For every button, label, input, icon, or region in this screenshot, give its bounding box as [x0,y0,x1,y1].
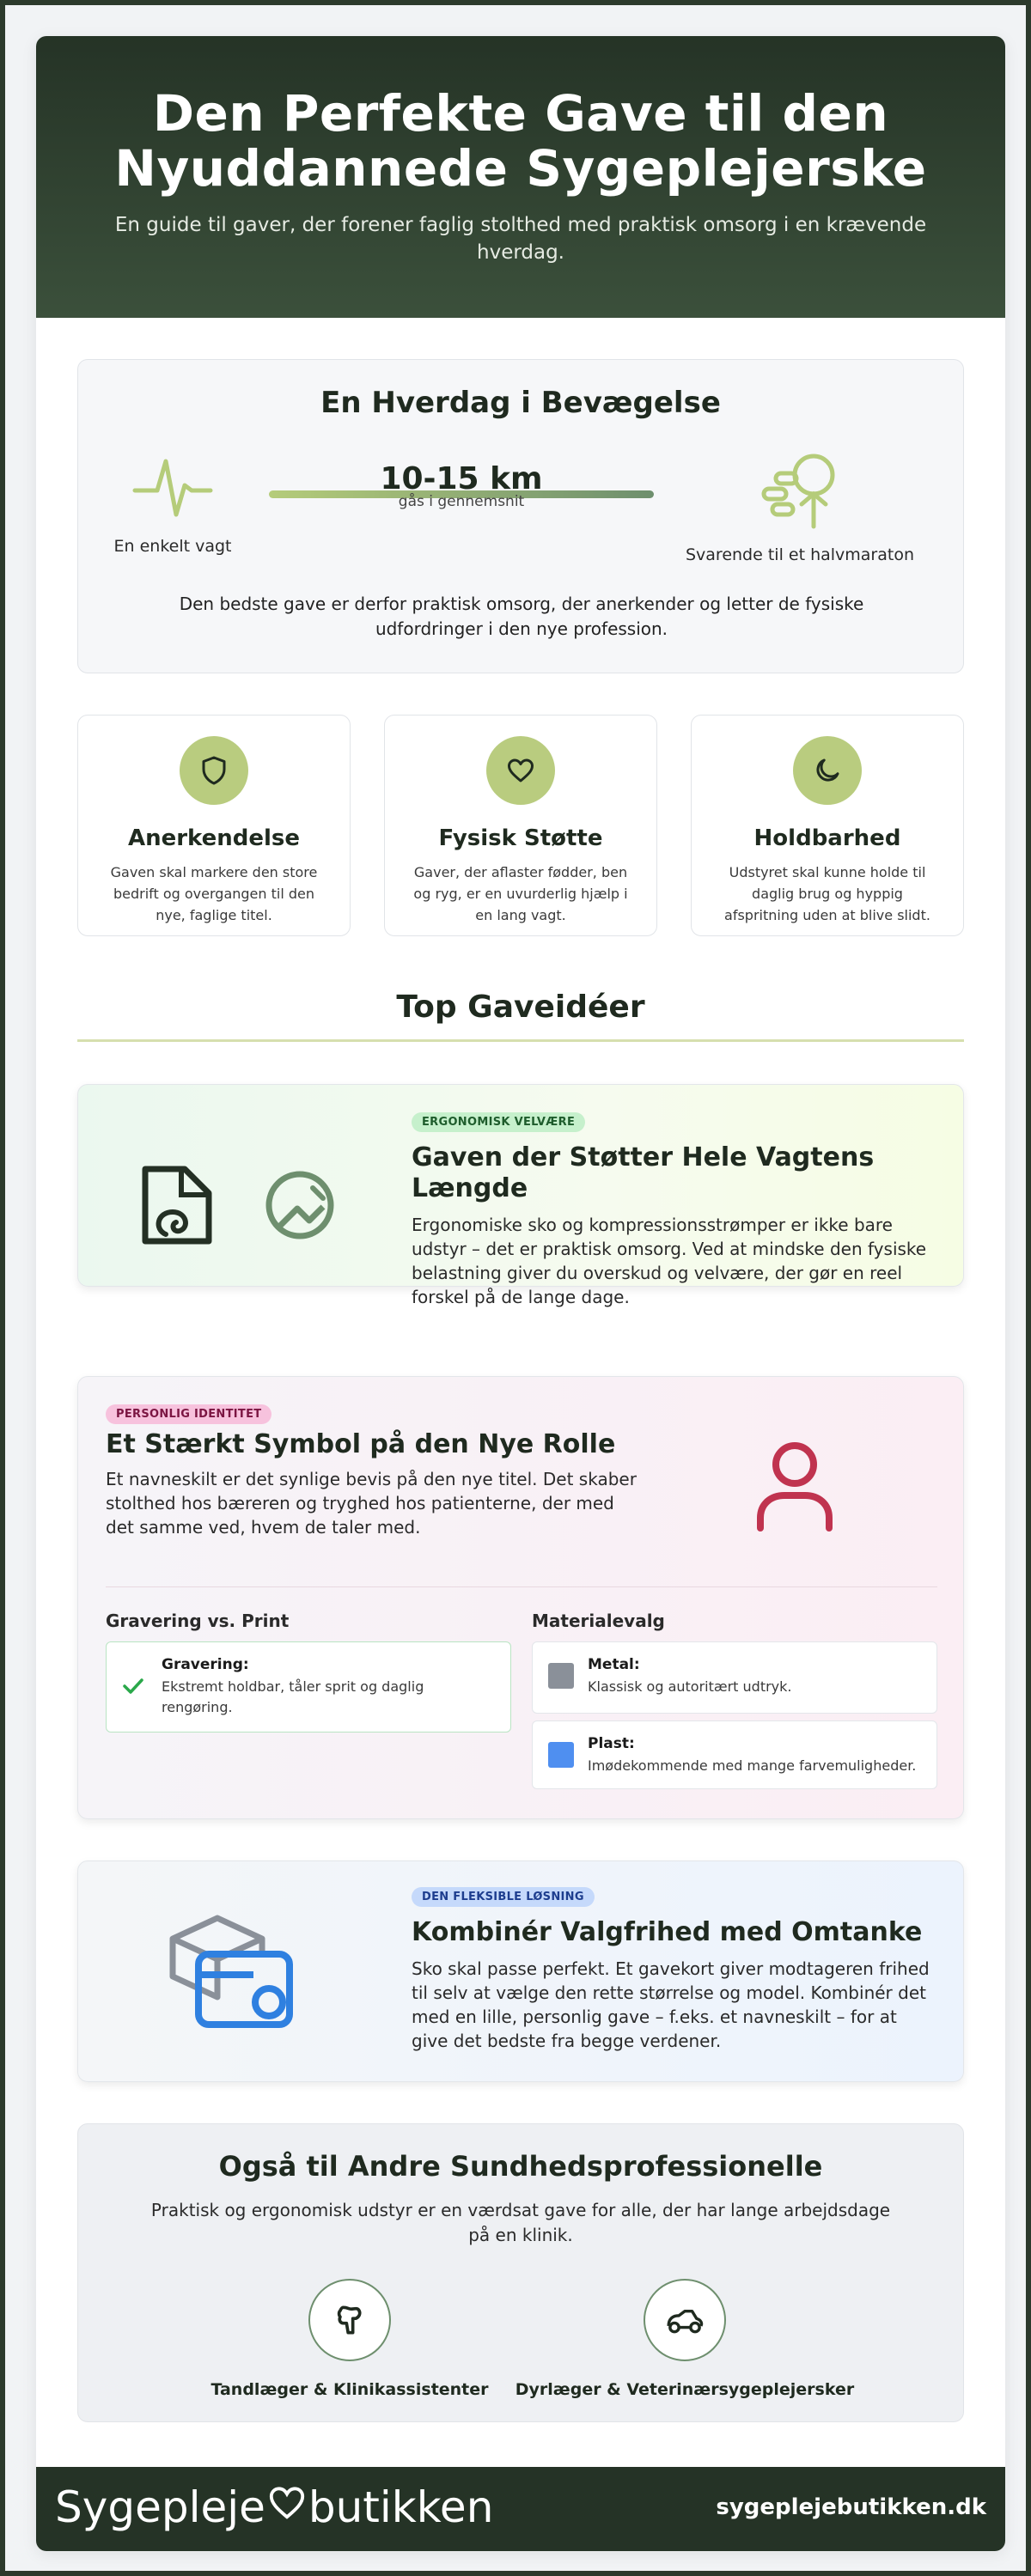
person-icon [752,1439,838,1537]
website-link[interactable]: sygeplejebutikken.dk [716,2494,986,2520]
heart-logo-icon [267,2482,307,2532]
idea-description: Ergonomiske sko og kompressionsstrømper er ikke bare udstyr – det er praktisk omsorg. Ved at mindske den fysiske belastning giver du overskud og velvære, der gør en reel forskel på de lange dage. [412,1215,927,1307]
half-marathon-label: Svarende til et halvmaraton [685,545,915,564]
single-shift-label: En enkelt vagt [113,537,232,556]
plastic-title: Plast: [588,1735,635,1752]
idea-description: Sko skal passe perfekt. Et gavekort giver modtageren frihed til selv at vælge den rette størrelse og model. Kombinér det med en lille, personlig gave – f.eks. et navneskilt – for at give det bedste fra begge verdener. [412,1958,930,2051]
distance-stat [269,461,654,510]
distance-caption: gås i gennemsnit [398,493,525,510]
heart-icon [486,736,555,805]
engraving-heading: Gravering vs. Print [106,1611,290,1631]
idea3-icons [169,1913,298,2037]
idea1-text [412,1112,927,1309]
page-title: Den Perfekte Gave til den Nyuddannede Sygeplejerske [114,84,927,198]
document-icon [137,1162,219,1251]
category-badge: DEN FLEKSIBLE LØSNING [412,1887,595,1907]
engraving-text: Ekstremt holdbar, tåler sprit og daglig rengøring. [162,1678,424,1715]
principle-text: Udstyret skal kunne holde til daglig brug og hyppig afspritning uden at blive slidt. [724,864,930,923]
no-entry-icon [261,1162,339,1251]
metal-option [532,1641,937,1714]
idea-card-ergonomic [77,1084,964,1307]
idea3-text [412,1887,936,2053]
page-frame [5,5,1026,2571]
single-shift-stat [104,453,241,556]
engraving-title: Gravering: [162,1656,249,1673]
engraving-option [106,1641,511,1733]
dentists-label: Tandlæger & Klinikassistenter [210,2380,489,2399]
tooth-icon [308,2279,391,2361]
page-subtitle: En guide til gaver, der forener faglig stolthed med praktisk omsorg i en krævende hverdag. [114,214,927,264]
principle-title: Fysisk Støtte [438,825,603,851]
idea-description: Et navneskilt er det synlige bevis på den nye titel. Det skaber stolthed hos bæreren og tryghed hos patienterne, der med det samme ved, hvem de taler med. [106,1469,637,1538]
material-heading: Materialevalg [532,1611,665,1631]
category-badge: PERSONLIG IDENTITET [106,1404,271,1424]
veterinarians-item [513,2279,857,2399]
metal-text: Klassisk og autoritært udtryk. [588,1678,792,1695]
paw-vehicle-icon [644,2279,726,2361]
idea-title: Et Stærkt Symbol på den Nye Rolle [106,1429,616,1459]
brand-name-right: butikken [308,2482,494,2532]
hero-header [36,36,1005,318]
other-professionals-panel [77,2123,964,2422]
dentists-item [178,2279,522,2399]
others-text: Praktisk og ergonomisk udstyr er en værdsat gave for alle, der har lange arbejdsdage på en klinik. [150,2200,891,2245]
idea1-icons [137,1162,339,1251]
footer [36,2467,1005,2551]
infographic [36,36,1005,2551]
veterinarians-label: Dyrlæger & Veterinærsygeplejersker [515,2380,855,2399]
motion-summary: Den bedste gave er derfor praktisk omsorg, der anerkender og letter de fysiske udfordringer i den nye profession. [179,594,864,639]
motion-title: En Hverdag i Bevægelse [320,386,721,420]
principle-card-physical-support [384,715,657,936]
idea-card-identity [77,1376,964,1819]
metal-swatch [548,1663,574,1692]
metal-title: Metal: [588,1656,640,1673]
others-title: Også til Andre Sundhedsprofessionelle [218,2150,823,2183]
idea2-text [106,1404,638,1539]
plastic-text: Imødekommende med mange farvemuligheder. [588,1757,917,1774]
divider [106,1586,937,1587]
section-divider [77,1039,964,1042]
plastic-option [532,1720,937,1789]
idea-title: Gaven der Støtter Hele Vagtens Længde [412,1142,875,1203]
plastic-swatch [548,1742,574,1771]
distance-value: 10-15 km [380,461,543,496]
principle-text: Gaven skal markere den store bedrift og overgangen til den nye, faglige titel. [110,864,318,923]
top-ideas-title: Top Gaveidéer [396,990,645,1025]
moon-icon [793,736,862,805]
check-icon [122,1677,144,1699]
principle-title: Anerkendelse [127,825,301,851]
category-badge: ERGONOMISK VELVÆRE [412,1112,585,1132]
principle-title: Holdbarhed [753,825,901,851]
principle-card-durability [691,715,964,936]
heartbeat-icon [131,509,214,525]
giftcard-box-icon [169,1913,298,2033]
brand-name-left: Sygepleje [55,2482,265,2532]
half-marathon-stat [662,453,937,564]
principle-text: Gaver, der aflaster fødder, ben og ryg, er en uvurderlig hjælp i en lang vagt. [413,864,628,923]
brand-logo[interactable] [55,2482,493,2532]
everyday-motion-panel [77,359,964,673]
shield-icon [180,736,248,805]
principle-card-recognition [77,715,351,936]
idea-card-flexible [77,1860,964,2082]
runner-icon [757,517,843,533]
idea-title: Kombinér Valgfrihed med Omtanke [412,1917,923,1947]
